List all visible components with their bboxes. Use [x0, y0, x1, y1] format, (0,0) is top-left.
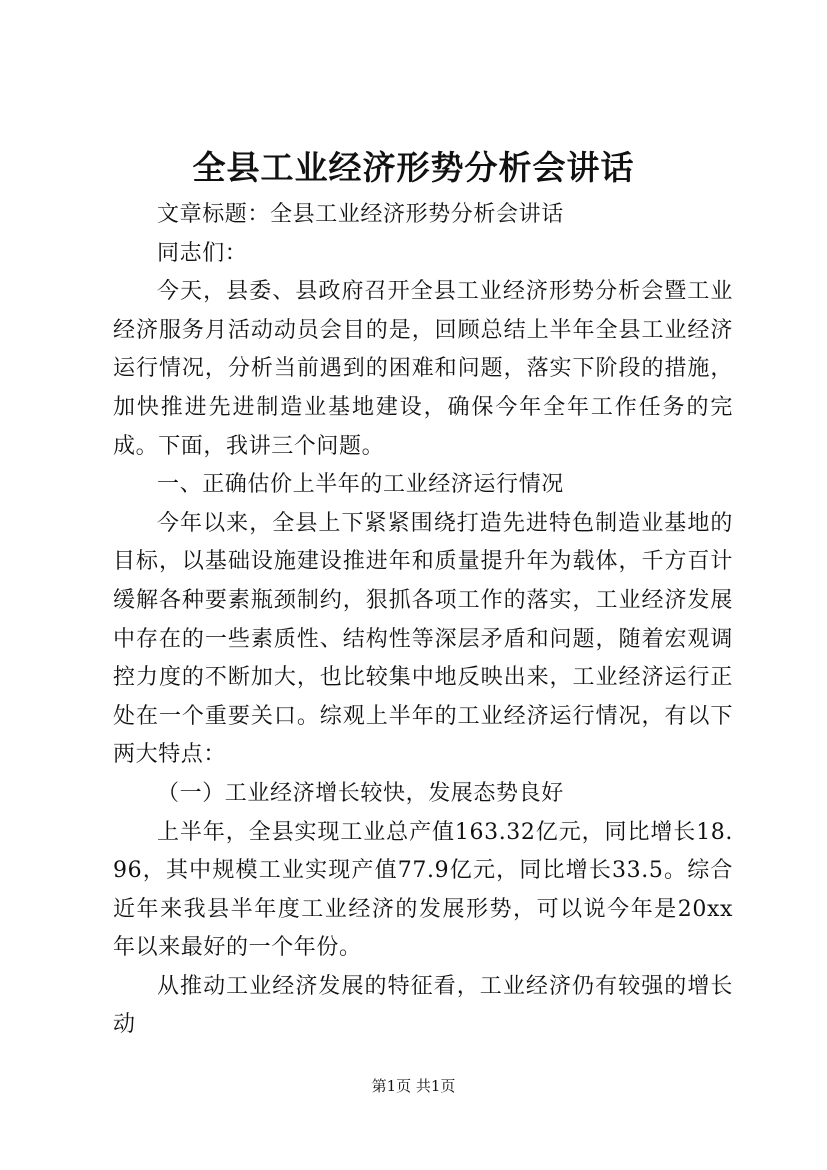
intro-paragraph: 今天，县委、县政府召开全县工业经济形势分析会暨工业经济服务月活动动员会目的是，回顾总结上半年全县工业经济运行情况，分析当前遇到的困难和问题，落实下阶段的措施，加快推进先进制造业基地建设，确保今年全年工作任务的完成。下面，我讲三个问题。 — [113, 279, 733, 459]
document-body — [113, 196, 733, 1045]
body-paragraph: 今年以来，全县上下紧紧围绕打造先进特色制造业基地的目标，以基础设施建设推进年和质量提升年为载体，千方百计缓解各种要素瓶颈制约，狠抓各项工作的落实，工业经济发展中存在的一些素质性、结构性等深层矛盾和问题，随着宏观调控力度的不断加大，也比较集中地反映出来，工业经济运行正处在一个重要关口。综观上半年的工业经济运行情况，有以下两大特点： — [113, 510, 733, 768]
salutation: 同志们： — [157, 240, 248, 266]
body-paragraph: 从推动工业经济发展的特征看，工业经济仍有较强的增长动 — [113, 973, 733, 1038]
section-heading-1: 一、正确估价上半年的工业经济运行情况 — [157, 472, 564, 498]
article-title-line: 文章标题：全县工业经济形势分析会讲话 — [157, 202, 564, 227]
subsection-heading-1: （一）工业经济增长较快，发展态势良好 — [157, 780, 564, 806]
body-paragraph: 上半年，全县实现工业总产值163.32亿元，同比增长18.96，其中规模工业实现产值77.9亿元，同比增长33.5。综合近年来我县半年度工业经济的发展形势，可以说今年是20xx年以来最好的一个年份。 — [113, 819, 733, 961]
document-title: 全县工业经济形势分析会讲话 — [192, 148, 635, 187]
page-footer: 第1页 共1页 — [371, 1077, 456, 1095]
